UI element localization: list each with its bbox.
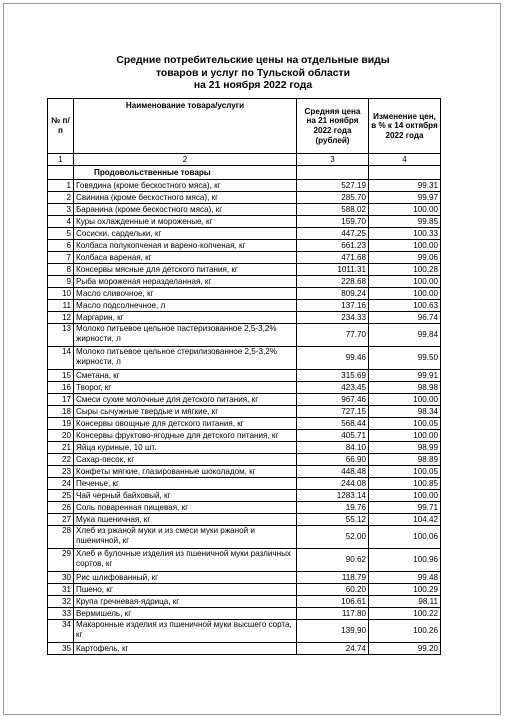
row-number: 4 [48,216,74,228]
item-name: Куры охлажденные и мороженые, кг [74,216,297,228]
row-number: 7 [48,252,74,264]
table-row [48,478,441,490]
row-number: 3 [48,204,74,216]
table-row [48,228,441,240]
item-change: 100.05 [369,466,441,478]
item-name: Рыба мороженая неразделанная, кг [74,276,297,288]
item-price: 244.08 [297,478,369,490]
item-price: 448.48 [297,466,369,478]
item-price: 809.24 [297,288,369,300]
item-change: 100.00 [369,204,441,216]
item-change: 100.33 [369,228,441,240]
item-name: Крупа гречневая-ядрица, кг [74,596,297,608]
table-row [48,312,441,324]
item-name: Колбаса полукопченая и варено-копченая, кг [74,240,297,252]
item-name: Консервы овощные для детского питания, кг [74,418,297,430]
item-name: Творог, кг [74,382,297,394]
item-name: Колбаса вареная, кг [74,252,297,264]
row-number: 26 [48,502,74,514]
row-number: 12 [48,312,74,324]
item-price: 137.16 [297,300,369,312]
item-name: Консервы фруктово-ягодные для детского питания, кг [74,430,297,442]
item-name: Молоко питьевое цельное пастеризованное 2,5-3,2% жирности, л [74,324,297,347]
item-price: 77.70 [297,324,369,347]
item-name: Свинина (кроме бескостного мяса), кг [74,192,297,204]
item-change: 100.29 [369,584,441,596]
item-name: Хлеб из ржаной муки и из смеси муки ржаной и пшеничной, кг [74,526,297,549]
item-price: 727.15 [297,406,369,418]
table-row [48,347,441,370]
table-row [48,596,441,608]
item-price: 90.62 [297,549,369,572]
row-number: 30 [48,572,74,584]
row-number: 31 [48,584,74,596]
item-name: Чай черный байховый, кг [74,490,297,502]
item-price: 423.45 [297,382,369,394]
item-price: 661.23 [297,240,369,252]
item-price: 99.46 [297,347,369,370]
item-change: 100.26 [369,620,441,643]
table-row [48,370,441,382]
item-change: 100.00 [369,276,441,288]
row-number: 19 [48,418,74,430]
row-number: 17 [48,394,74,406]
table-row [48,324,441,347]
item-change: 100.85 [369,478,441,490]
table-row [48,490,441,502]
row-number: 9 [48,276,74,288]
item-name: Консервы мясные для детского питания, кг [74,264,297,276]
row-number: 22 [48,454,74,466]
section-row [48,166,441,180]
row-number: 27 [48,514,74,526]
header-num: № п/п [48,99,74,154]
item-price: 139.90 [297,620,369,643]
row-number: 24 [48,478,74,490]
row-number: 11 [48,300,74,312]
row-number: 10 [48,288,74,300]
item-price: 106.61 [297,596,369,608]
item-price: 60.20 [297,584,369,596]
table-row [48,394,441,406]
row-number: 20 [48,430,74,442]
table-row [48,620,441,643]
item-change: 99.48 [369,572,441,584]
item-price: 588.02 [297,204,369,216]
column-numbers-row [48,154,441,166]
item-change: 99.31 [369,180,441,192]
item-price: 24.74 [297,643,369,655]
document-title [0,55,506,93]
item-change: 100.00 [369,288,441,300]
row-number: 15 [48,370,74,382]
item-name: Сосиски, сардельки, кг [74,228,297,240]
table-row [48,264,441,276]
item-name: Яйца куриные, 10 шт. [74,442,297,454]
row-number: 5 [48,228,74,240]
item-name: Конфеты мягкие, глазированные шоколадом, кг [74,466,297,478]
table-row [48,204,441,216]
item-change: 100.05 [369,418,441,430]
item-change: 98.34 [369,406,441,418]
item-name: Хлеб и булочные изделия из пшеничной муки различных сортов, кг [74,549,297,572]
item-price: 1011.31 [297,264,369,276]
item-name: Баранина (кроме бескостного мяса), кг [74,204,297,216]
item-change: 100.96 [369,549,441,572]
table-row [48,288,441,300]
item-name: Сахар-песок, кг [74,454,297,466]
item-price: 967.46 [297,394,369,406]
item-change: 100.28 [369,264,441,276]
item-change: 96.74 [369,312,441,324]
row-number: 2 [48,192,74,204]
item-name: Смеси сухие молочные для детского питания, кг [74,394,297,406]
item-change: 99.85 [369,216,441,228]
item-price: 84.10 [297,442,369,454]
item-name: Печенье, кг [74,478,297,490]
item-change: 100.06 [369,526,441,549]
item-change: 100.22 [369,608,441,620]
item-price: 118.79 [297,572,369,584]
title-line-3: на 21 ноября 2022 года [193,80,313,92]
row-number: 34 [48,620,74,643]
table-row [48,300,441,312]
item-price: 1283.14 [297,490,369,502]
row-number: 33 [48,608,74,620]
item-price: 471.68 [297,252,369,264]
item-name: Мука пшеничная, кг [74,514,297,526]
item-name: Масло подсолнечное, л [74,300,297,312]
prices-table [47,98,441,655]
item-change: 100.00 [369,240,441,252]
item-name: Сыры сычужные твердые и мягкие, кг [74,406,297,418]
table-row [48,192,441,204]
item-change: 99.06 [369,252,441,264]
item-change: 98.89 [369,454,441,466]
table-row [48,276,441,288]
table-row [48,526,441,549]
item-change: 99.71 [369,502,441,514]
table-row [48,549,441,572]
table-row [48,572,441,584]
row-number: 29 [48,549,74,572]
row-number: 13 [48,324,74,347]
table-row [48,454,441,466]
item-price: 159.70 [297,216,369,228]
item-change: 98.99 [369,442,441,454]
item-change: 99.50 [369,347,441,370]
item-name: Рис шлифованный, кг [74,572,297,584]
item-change: 98.11 [369,596,441,608]
item-price: 19.76 [297,502,369,514]
item-name: Картофель, кг [74,643,297,655]
table-row [48,430,441,442]
row-number: 6 [48,240,74,252]
item-name: Соль поваренная пищевая, кг [74,502,297,514]
table-row [48,584,441,596]
item-change: 99.20 [369,643,441,655]
row-number: 18 [48,406,74,418]
header-name: Наименование товара/услуги [74,99,297,154]
item-change: 104.42 [369,514,441,526]
column-number: 4 [369,154,441,166]
row-number: 16 [48,382,74,394]
item-price: 285.70 [297,192,369,204]
item-price: 228.68 [297,276,369,288]
column-number: 2 [74,154,297,166]
table-row [48,406,441,418]
item-name: Макаронные изделия из пшеничной муки высшего сорта, кг [74,620,297,643]
row-number: 8 [48,264,74,276]
table-row [48,240,441,252]
table-row [48,502,441,514]
item-price: 117.80 [297,608,369,620]
section-label: Продовольственные товары [74,166,297,180]
item-name: Сметана, кг [74,370,297,382]
title-line-1: Средние потребительские цены на отдельные виды [116,55,390,66]
table-row [48,608,441,620]
item-change: 100.00 [369,430,441,442]
table-row [48,514,441,526]
header-change: Изменение цен, в % к 14 октября 2022 года [369,99,441,154]
row-number: 23 [48,466,74,478]
item-price: 568.44 [297,418,369,430]
item-price: 234.33 [297,312,369,324]
item-name: Говядина (кроме бескостного мяса), кг [74,180,297,192]
header-price: Средняя цена на 21 ноября 2022 года (рублей) [297,99,369,154]
item-name: Масло сливочное, кг [74,288,297,300]
table-row [48,252,441,264]
item-name: Пшено, кг [74,584,297,596]
row-number: 21 [48,442,74,454]
table-row [48,466,441,478]
row-number: 14 [48,347,74,370]
item-change: 100.00 [369,490,441,502]
table-row [48,216,441,228]
item-change: 100.63 [369,300,441,312]
row-number: 35 [48,643,74,655]
table-row [48,418,441,430]
item-price: 52.00 [297,526,369,549]
item-name: Вермишель, кг [74,608,297,620]
column-number: 1 [48,154,74,166]
table-row [48,442,441,454]
row-number: 28 [48,526,74,549]
item-price: 55.12 [297,514,369,526]
header-row [48,99,441,154]
item-price: 527.19 [297,180,369,192]
item-price: 66.90 [297,454,369,466]
item-change: 98.98 [369,382,441,394]
table-row [48,643,441,655]
row-number: 25 [48,490,74,502]
table-row [48,180,441,192]
item-change: 99.91 [369,370,441,382]
item-change: 99.97 [369,192,441,204]
title-line-2: товаров и услуг по Тульской области [155,67,351,79]
item-name: Маргарин, кг [74,312,297,324]
item-name: Молоко питьевое цельное стерилизованное 2,5-3,2% жирности, л [74,347,297,370]
item-price: 447.25 [297,228,369,240]
table-row [48,382,441,394]
column-number: 3 [297,154,369,166]
row-number: 1 [48,180,74,192]
item-price: 315.69 [297,370,369,382]
item-price: 405.71 [297,430,369,442]
item-change: 100.00 [369,394,441,406]
row-number: 32 [48,596,74,608]
item-change: 99.84 [369,324,441,347]
